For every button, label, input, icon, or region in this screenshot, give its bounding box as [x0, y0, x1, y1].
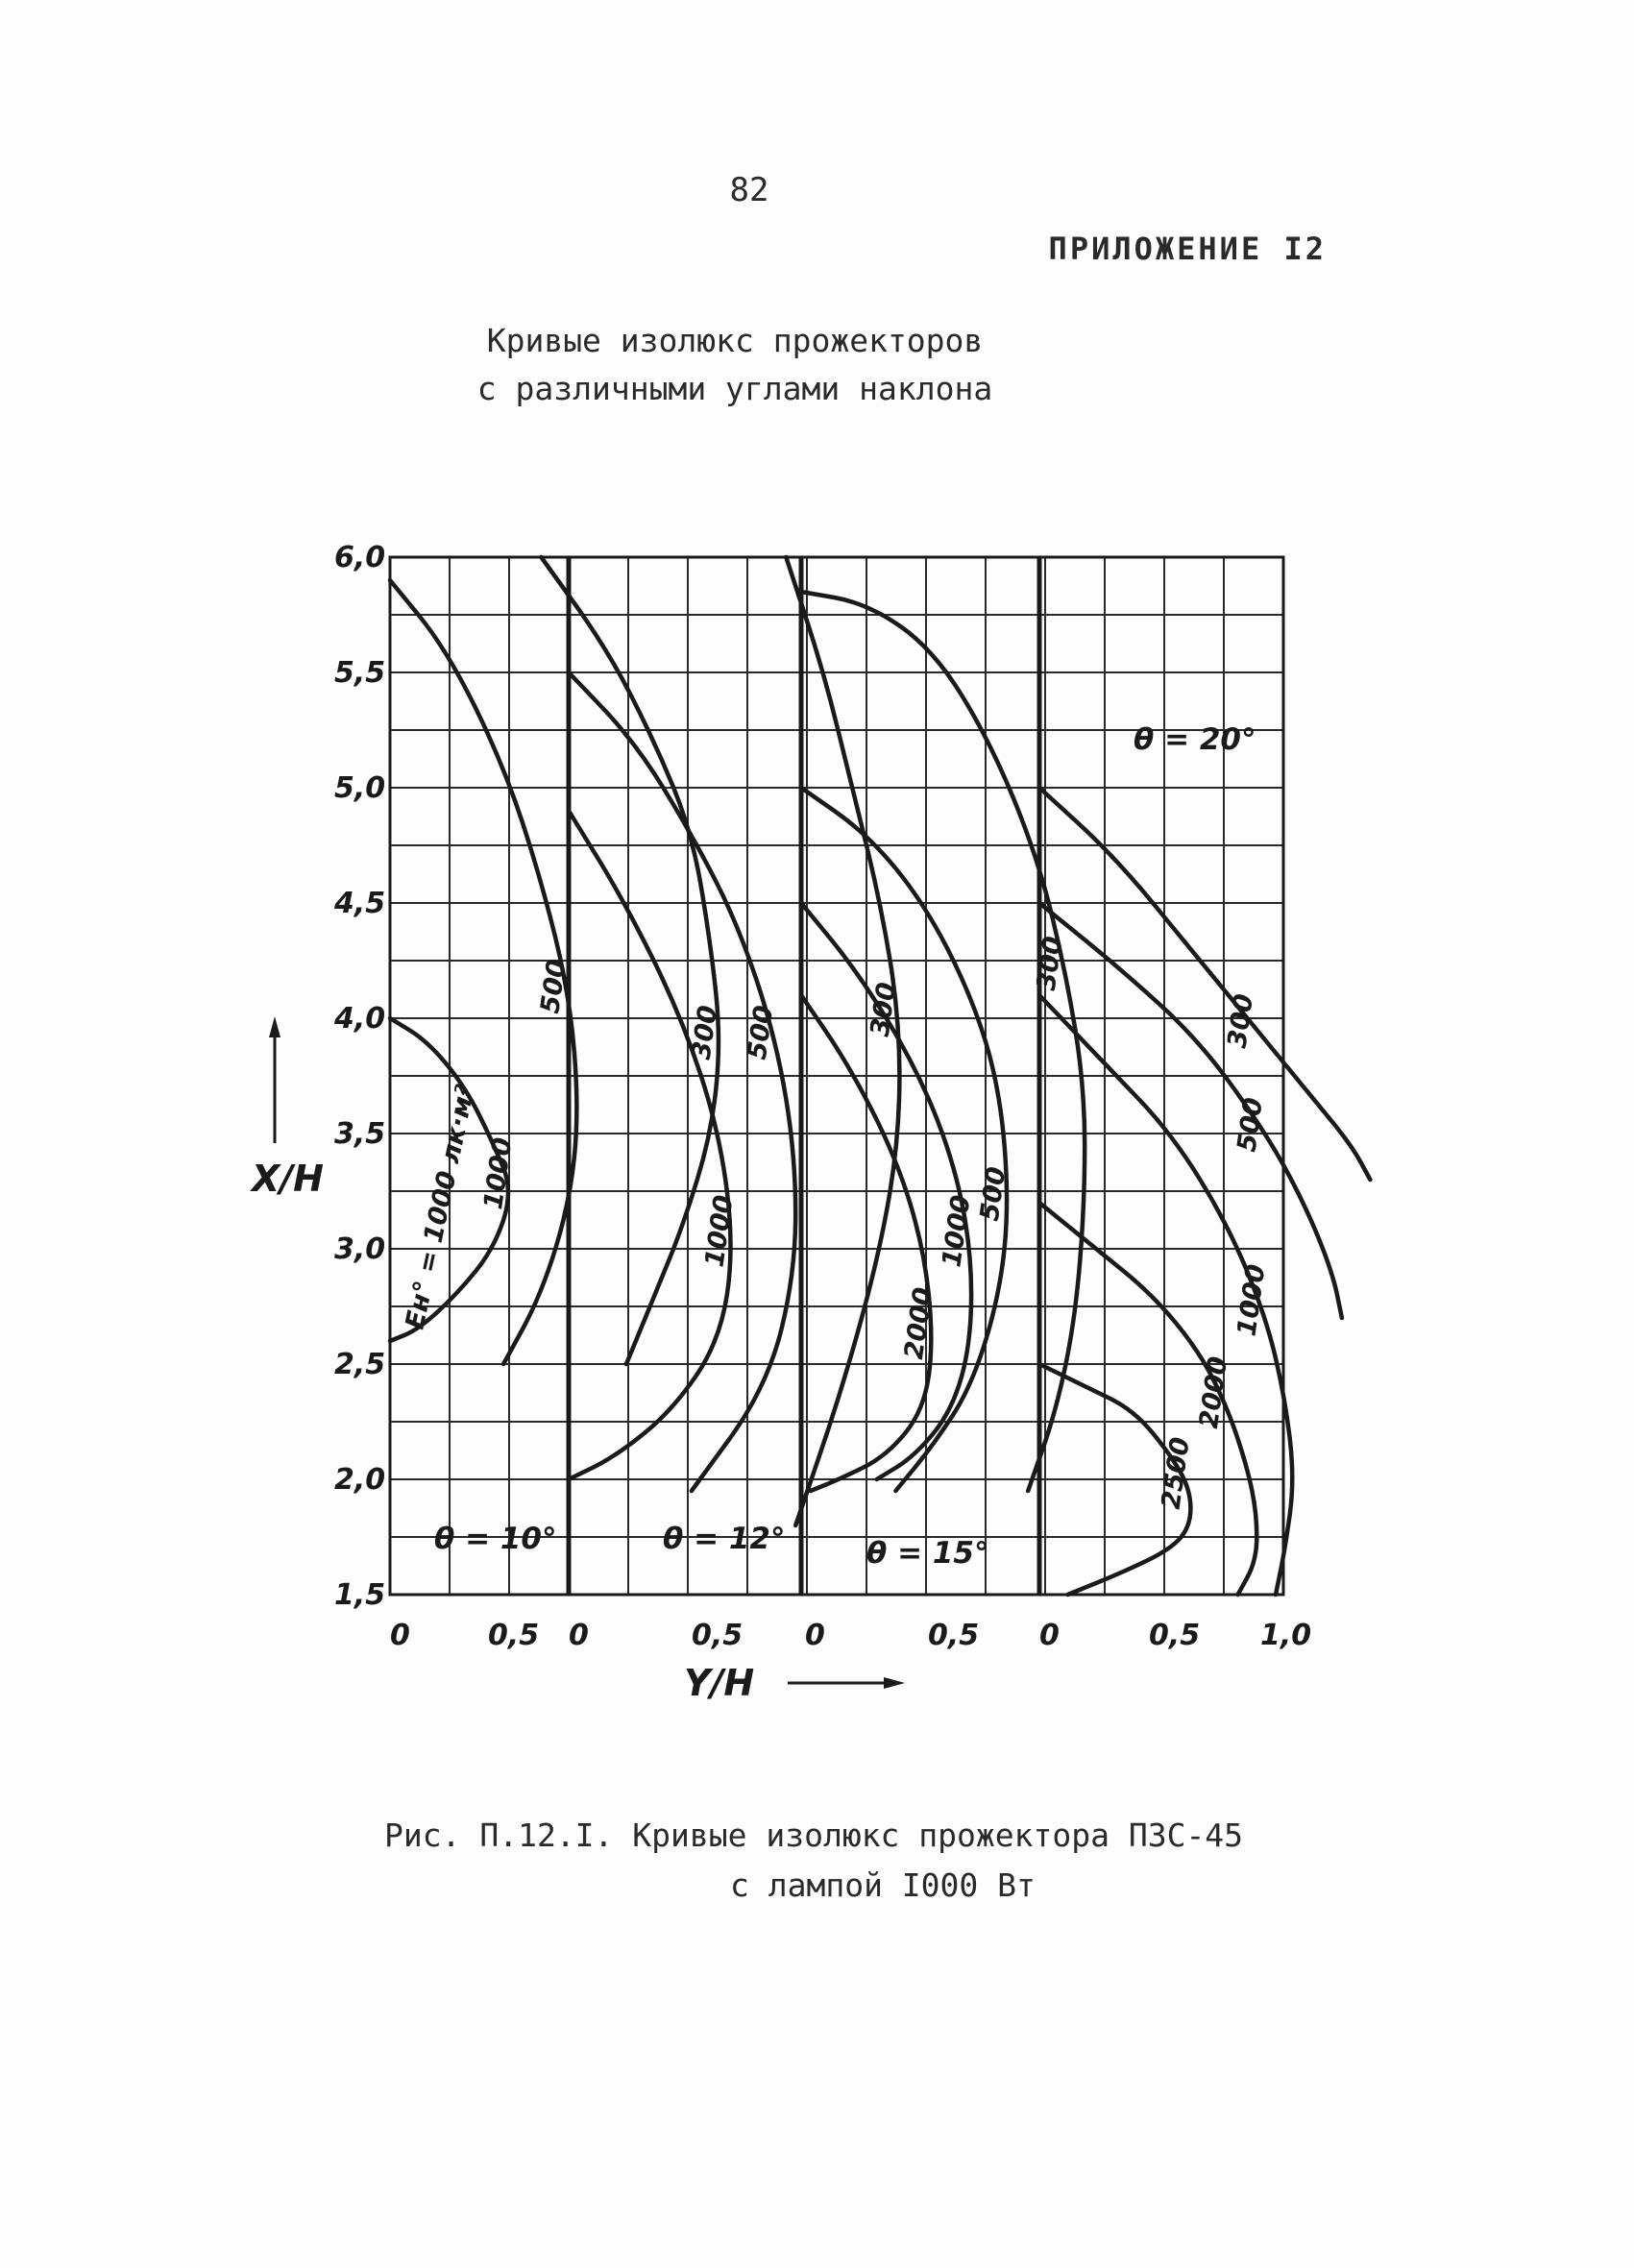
x-tick-label: 0,5 — [488, 1619, 540, 1652]
x-tick-label: 0,5 — [692, 1619, 744, 1652]
x-tick-label: 0,5 — [1149, 1619, 1201, 1652]
chart-grid — [390, 557, 1283, 1595]
title-line-1: Кривые изолюкс прожекторов — [486, 322, 984, 359]
x-tick-label: 0 — [805, 1619, 825, 1652]
isolux-label-1000: 1000 — [699, 1193, 740, 1269]
isolux-label-1000: 1000 — [1232, 1262, 1272, 1338]
x-axis-arrow — [788, 1677, 905, 1689]
y-tick-label: 4,0 — [334, 1002, 386, 1036]
x-tick-label: 0 — [1039, 1619, 1060, 1652]
y-tick-label: 2,5 — [334, 1348, 386, 1381]
isolux-label-2500: 2500 — [1156, 1435, 1196, 1511]
isolux-curve-300 — [1039, 788, 1370, 1180]
isolux-label-500: 500 — [1232, 1095, 1269, 1154]
angle-labels — [434, 722, 1256, 1571]
appendix-heading: ПРИЛОЖЕНИЕ I2 — [1048, 231, 1327, 267]
y-tick-label: 3,5 — [334, 1117, 386, 1151]
y-tick-label: 2,0 — [334, 1463, 386, 1497]
isolux-curve-300 — [801, 592, 1085, 1491]
y-axis-label: X/H — [252, 1158, 324, 1200]
y-tick-label: 3,0 — [334, 1232, 386, 1266]
caption-line-1: Рис. П.12.I. Кривые изолюкс прожектора ПЗС-45 — [384, 1817, 1244, 1854]
page-number: 82 — [729, 171, 769, 209]
y-tick-label: 5,0 — [334, 771, 386, 805]
isolux-label-2000: 2000 — [899, 1285, 939, 1361]
x-tick-labels — [390, 1619, 1311, 1652]
y-axis-arrow — [269, 1016, 280, 1143]
y-tick-label: 5,5 — [334, 656, 386, 690]
x-axis-label: Y/H — [684, 1662, 755, 1704]
illuminance-unit-label: Eн° = 1000 лк·м² — [400, 1082, 481, 1332]
isolux-curve-500 — [801, 788, 1007, 1491]
isolux-label-300: 300 — [865, 980, 903, 1038]
isolux-label-300: 300 — [1222, 991, 1260, 1050]
isolux-label-500: 500 — [974, 1164, 1012, 1223]
isolux-label-300: 300 — [1031, 934, 1069, 992]
isolux-curve-500 — [569, 672, 795, 1491]
x-tick-label: 0 — [569, 1619, 589, 1652]
angle-label: θ = 10° — [434, 1522, 557, 1556]
x-tick-label: 0,5 — [928, 1619, 980, 1652]
angle-label: θ = 12° — [663, 1522, 786, 1556]
angle-label: θ = 20° — [1134, 722, 1256, 757]
x-tick-label: 0 — [390, 1619, 410, 1652]
isolux-label-2000: 2000 — [1194, 1354, 1234, 1430]
caption-line-2: с лампой I000 Вт — [730, 1866, 1036, 1904]
y-tick-labels — [333, 541, 385, 1612]
isolux-label-300: 300 — [686, 1003, 724, 1061]
isolux-label-500: 500 — [742, 1003, 780, 1061]
figure-caption — [384, 1811, 1243, 1911]
angle-label: θ = 15° — [866, 1536, 989, 1571]
title-line-2: с различными углами наклона — [476, 370, 993, 407]
y-tick-label: 1,5 — [334, 1578, 386, 1612]
y-tick-label: 4,5 — [334, 887, 386, 920]
x-tick-label: 1,0 — [1260, 1619, 1312, 1652]
isolux-label-1000: 1000 — [478, 1135, 519, 1211]
isolux-label-1000: 1000 — [937, 1193, 977, 1269]
y-tick-label: 6,0 — [334, 541, 386, 574]
isolux-curve-labels — [478, 935, 1271, 1511]
isolux-label-500: 500 — [535, 957, 573, 1015]
